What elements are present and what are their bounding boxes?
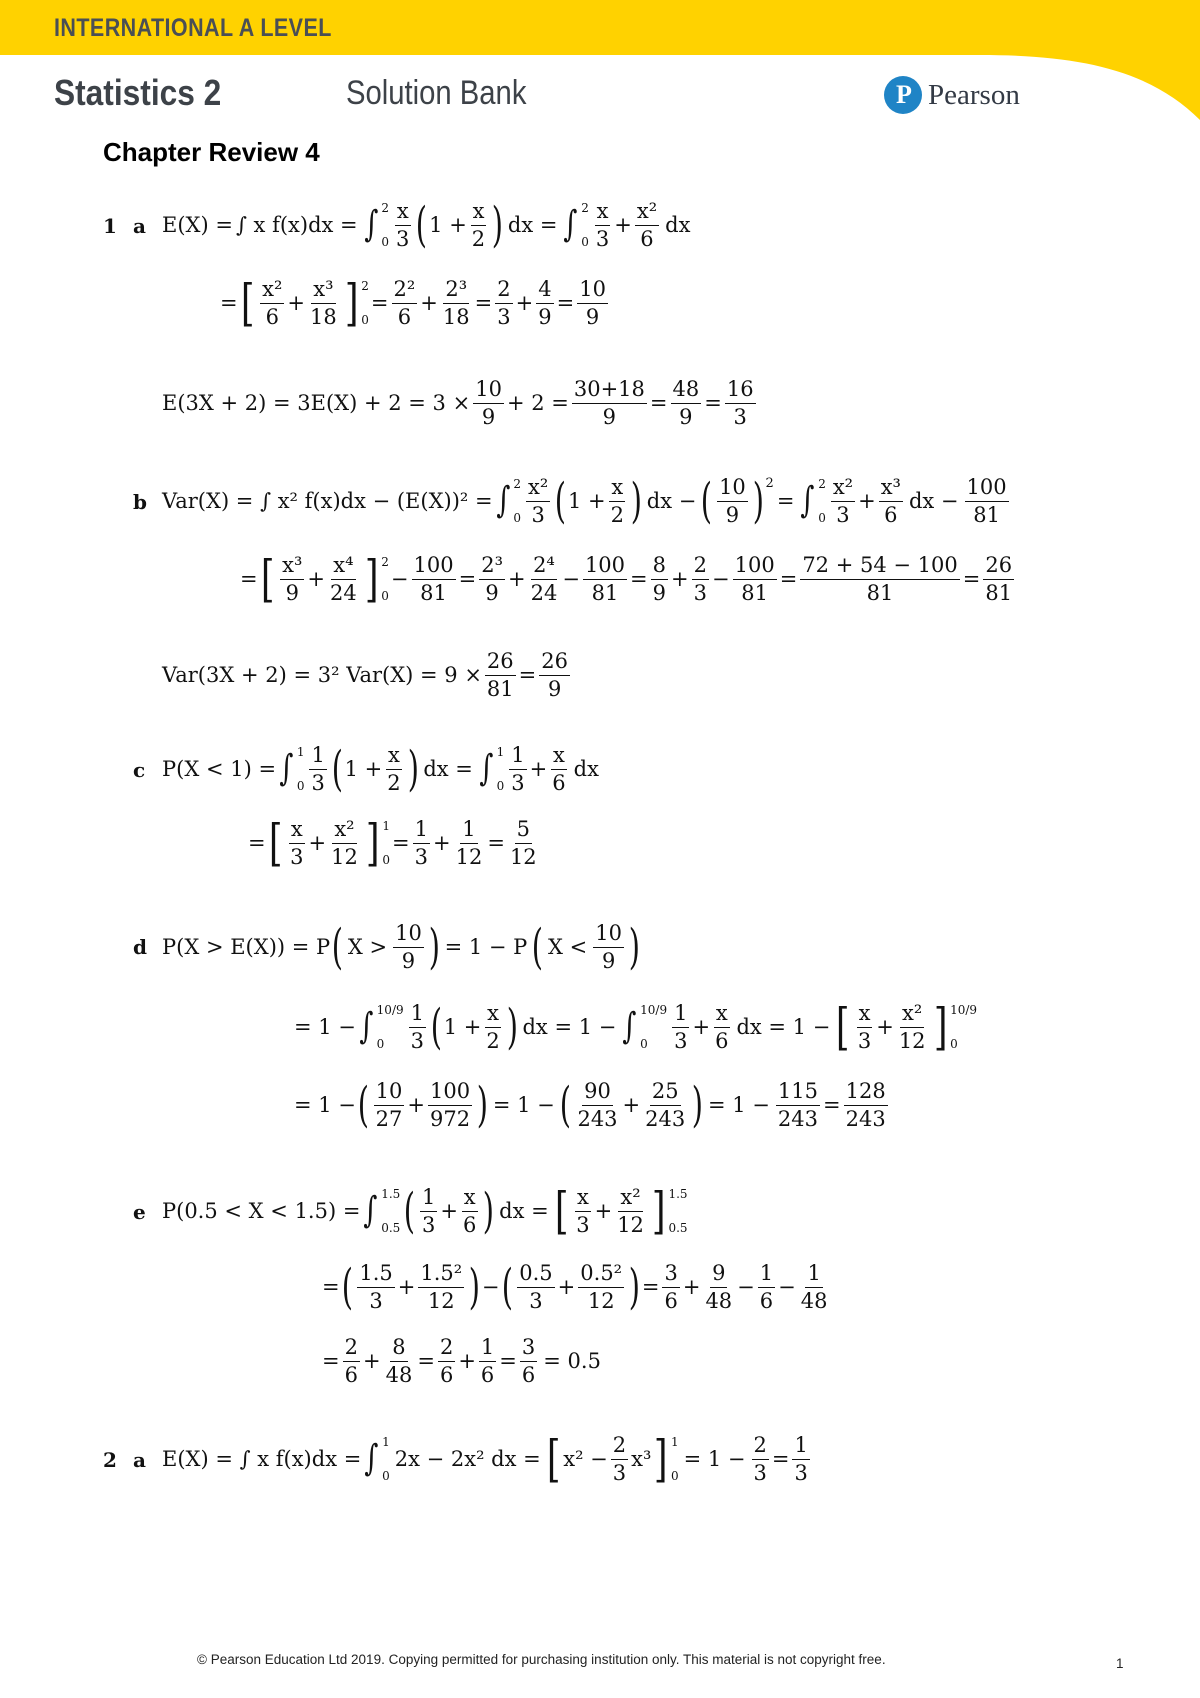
math-text: E(X) =	[162, 213, 233, 237]
solution-bank-title: Solution Bank	[346, 74, 527, 112]
math-line: = [ $\frac{\text{x²}}{6}$ + $\frac{\text{x³}}{18}$ ] 2 0 = $\frac{\text{2²}}{6}$ + $\frac{\text{2³}}{18}$ = $\frac{2}{3}$ + $\frac{4}{9}$ = $\frac{10}{9}$	[220, 274, 606, 332]
math-text: ∫ x f(x)dx =	[235, 213, 358, 237]
fraction: $\frac{x}{3}$	[595, 199, 610, 251]
math-line: P(0.5 < X < 1.5) = ∫ 1.5 0.5 ( $\frac{1}{3}$ + $\frac{x}{6}$ ) dx = [ $\frac{x}{3}$ + $\frac{\text{x²}}{12}$ ] 1.5 0.5	[162, 1182, 688, 1240]
part-label: c	[133, 758, 146, 782]
math-line: Var(3X + 2) = 3² Var(X) = 9 × $\frac{26}{81}$ = $\frac{26}{9}$	[162, 649, 568, 701]
math-line: P(X < 1) = ∫ 1 0 $\frac{1}{3}$ ( 1 + $\frac{x}{2}$ ) dx = ∫ 1 0 $\frac{1}{3}$ + $\frac{x}{6}$ dx	[162, 741, 599, 797]
math-line: E(3X + 2) = 3E(X) + 2 = 3 × $\frac{10}{9}$ + 2 = $\frac{30+18}{9}$ = $\frac{48}{9}$ = $\frac{16}{3}$	[162, 377, 754, 429]
series-title: INTERNATIONAL A LEVEL	[54, 14, 332, 42]
math-line: Var(X) = ∫ x² f(x)dx − (E(X))² = ∫ 2 0 $\frac{\text{x²}}{3}$ ( 1 + $\frac{x}{2}$ ) dx − ( $\frac{10}{9}$ ) 2 = ∫ 2 0 $\frac{\text{x²}}{3}$ + $\frac{\text{x³}}{6}$ dx − $\frac{100}{81}$	[162, 473, 1007, 529]
math-line: = ( $\frac{1.5}{3}$ + $\frac{\text{1.5²}}{12}$ ) − ( $\frac{0.5}{3}$ + $\frac{\text{0.5²}}{12}$ ) = $\frac{3}{6}$ + $\frac{9}{48}$ − $\frac{1}{6}$ − $\frac{1}{48}$	[322, 1259, 828, 1315]
part-label: d	[133, 935, 147, 959]
pearson-logo-icon: P	[884, 76, 922, 114]
math-line: = [ $\frac{x}{3}$ + $\frac{\text{x²}}{12}$ ] 1 0 = $\frac{1}{3}$ + $\frac{1}{12}$ = $\frac{5}{12}$	[248, 814, 537, 872]
math-line: E(X) = ∫ x f(x)dx = ∫ 2 0 $\frac{x}{3}$ ( 1 + $\frac{x}{2}$ ) dx = ∫ 2 0 $\frac{x}{3}$ + $\frac{\text{x²}}{6}$ dx	[162, 197, 691, 253]
part-label: e	[133, 1200, 146, 1224]
math-line: = $\frac{2}{6}$ + $\frac{8}{48}$ = $\frac{2}{6}$ + $\frac{1}{6}$ = $\frac{3}{6}$ = 0.5	[322, 1335, 601, 1387]
fraction: $\frac{x}{2}$	[471, 199, 486, 251]
math-line: = [ $\frac{\text{x³}}{9}$ + $\frac{\text{x⁴}}{24}$ ] 2 0 − $\frac{100}{81}$ = $\frac{\text{2³}}{9}$ + $\frac{\text{2⁴}}{24}$ − $\frac{100}{81}$ = $\frac{8}{9}$ + $\frac{2}{3}$ − $\frac{100}{81}$ = $\frac{72 + 54 - 100}{81}$ = $\frac{26}{81}$	[240, 550, 1013, 608]
publisher-name: Pearson	[928, 79, 1020, 111]
copyright-footer: © Pearson Education Ltd 2019. Copying permitted for purchasing institution only. This material is not copyright free.	[197, 1652, 886, 1667]
math-line: = 1 − ∫ 10/9 0 $\frac{1}{3}$ ( 1 + $\frac{x}{2}$ ) dx = 1 − ∫ 10/9 0 $\frac{1}{3}$ + $\frac{x}{6}$ dx = 1 − [ $\frac{x}{3}$ + $\frac{\text{x²}}{12}$ ] 10/9 0	[294, 998, 978, 1056]
math-line: P(X > E(X)) = P ( X > $\frac{10}{9}$ ) = 1 − P ( X < $\frac{10}{9}$ )	[162, 919, 641, 975]
question-number: 2	[103, 1448, 117, 1472]
question-number: 1	[103, 214, 117, 238]
subject-title: Statistics 2	[54, 72, 222, 113]
chapter-title: Chapter Review 4	[103, 137, 320, 167]
math-line: = 1 − ( $\frac{10}{27}$ + $\frac{100}{972}$ ) = 1 − ( $\frac{90}{243}$ + $\frac{25}{243}$ ) = 1 − $\frac{115}{243}$ = $\frac{128}{243}$	[294, 1077, 886, 1133]
fraction: $\frac{\text{x²}}{6}$	[636, 199, 658, 251]
part-label: a	[133, 214, 146, 238]
integral-sign: ∫	[363, 204, 379, 245]
math-line: E(X) = ∫ x f(x)dx = ∫ 1 0 2x − 2x² dx = [ x² − $\frac{2}{3}$ x³ ] 1 0 = 1 − $\frac{2}{3}$ = $\frac{1}{3}$	[162, 1430, 808, 1488]
part-label: a	[133, 1448, 146, 1472]
fraction: $\frac{x}{3}$	[396, 199, 410, 251]
page-number: 1	[1116, 1656, 1124, 1671]
part-label: b	[133, 490, 147, 514]
